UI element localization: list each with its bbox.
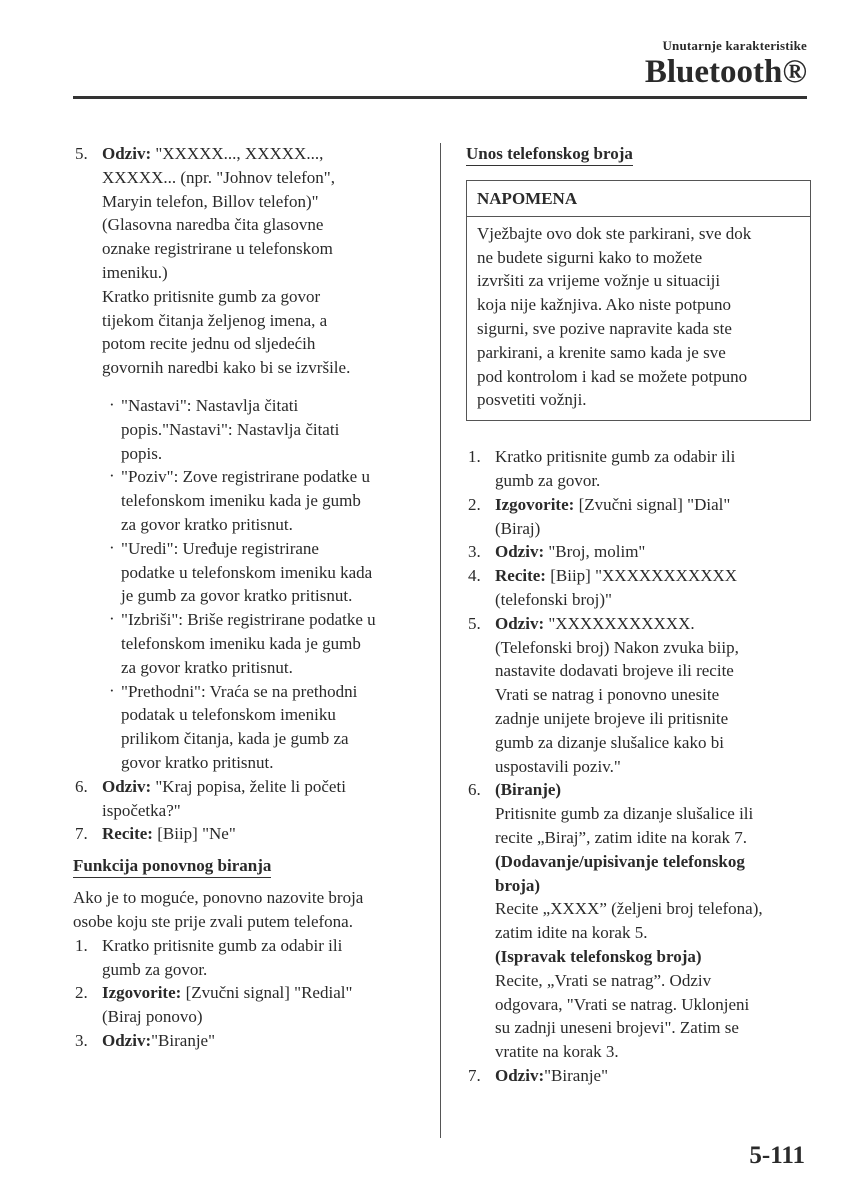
- text-line: sigurni, sve pozive napravite kada ste: [477, 318, 732, 338]
- step-label: Izgovorite:: [495, 494, 575, 514]
- bullet-item: [73, 465, 421, 536]
- text-line: Pritisnite gumb za dizanje slušalice ili: [495, 804, 754, 824]
- step-label: Odziv:: [102, 776, 152, 796]
- step-label: Odziv:: [102, 1030, 152, 1050]
- option-heading: (Biranje): [495, 780, 562, 800]
- redial-step-2: [73, 981, 421, 1029]
- step-7-say-no: [73, 822, 421, 846]
- text-line: (Biraj): [495, 518, 541, 538]
- step-label: Recite:: [495, 566, 546, 586]
- text-line: "Uredi": Uređuje registrirane: [121, 538, 319, 558]
- text-line: oznake registrirane u telefonskom: [102, 239, 333, 259]
- bullet-dot-icon: ·: [109, 680, 115, 700]
- text-line: telefonskom imeniku kada je gumb: [121, 491, 361, 511]
- text-line: "Izbriši": Briše registrirane podatke u: [121, 610, 376, 630]
- text-line: Recite „XXXX” (željeni broj telefona),: [495, 899, 763, 919]
- text-line: uspostavili poziv.": [495, 756, 621, 776]
- section-heading-redial: Funkcija ponovnog biranja: [73, 855, 271, 878]
- step-number: 3.: [468, 542, 481, 562]
- text-line: odgovara, "Vrati se natrag. Uklonjeni: [495, 994, 750, 1014]
- text-line: zatim idite na korak 5.: [495, 923, 648, 943]
- bullet-dot-icon: ·: [109, 537, 115, 557]
- dial-step-2: [466, 493, 811, 541]
- column-divider: [440, 143, 441, 1138]
- step-number: 3.: [75, 1030, 88, 1050]
- left-column: [73, 142, 421, 1053]
- text-line: Recite, „Vrati se natrag”. Odziv: [495, 970, 712, 990]
- text-line: su zadnji uneseni brojevi". Zatim se: [495, 1018, 739, 1038]
- step-number: 5.: [468, 613, 481, 633]
- right-column: [466, 142, 811, 1088]
- text-line: recite „Biraj”, zatim idite na korak 7.: [495, 827, 748, 847]
- text-line: [Biip] "XXXXXXXXXXX: [550, 566, 738, 586]
- text-line: podatak u telefonskom imeniku: [121, 705, 336, 725]
- text-line: parkirani, a krenite samo kada je sve: [477, 342, 726, 362]
- text-line: vratite na korak 3.: [495, 1042, 619, 1062]
- step-label: Odziv:: [495, 613, 545, 633]
- step-6-end-of-list: [73, 775, 421, 823]
- text-line: gumb za govor.: [495, 470, 601, 490]
- dial-step-6: [466, 778, 811, 1064]
- text-line: gumb za dizanje slušalice kako bi: [495, 732, 724, 752]
- text-line: potom recite jednu od sljedećih: [102, 334, 316, 354]
- step-number: 5.: [75, 144, 88, 163]
- text-line: "Biranje": [544, 1065, 609, 1085]
- text-line: osobe koju ste prije zvali putem telefona.: [73, 911, 353, 931]
- step-label: Odziv:: [495, 1065, 545, 1085]
- redial-intro: [73, 886, 421, 934]
- bullet-item: [73, 394, 421, 465]
- step-number: 4.: [468, 566, 481, 586]
- text-line: ne budete sigurni kako to možete: [477, 247, 703, 267]
- text-line: je gumb za govor kratko pritisnut.: [121, 586, 353, 606]
- redial-step-1: [73, 934, 421, 982]
- text-line: govornih naredbi kako bi se izvršile.: [102, 358, 351, 378]
- dial-step-5: [466, 612, 811, 779]
- step-label: Odziv:: [495, 542, 545, 562]
- bullet-dot-icon: ·: [109, 609, 115, 629]
- text-line: zadnje unijete brojeve ili pritisnite: [495, 708, 729, 728]
- text-line: [Zvučni signal] "Redial": [185, 983, 353, 1003]
- text-line: "Poziv": Zove registrirane podatke u: [121, 467, 370, 487]
- text-line: XXXXX... (npr. "Johnov telefon",: [102, 167, 335, 187]
- text-line: Maryin telefon, Billov telefon)": [102, 191, 319, 211]
- header-rule: [73, 96, 807, 99]
- text-line: "Prethodni": Vraća se na prethodni: [121, 681, 358, 701]
- text-line: imeniku.): [102, 262, 168, 282]
- step-label: Recite:: [102, 824, 153, 844]
- note-body: [467, 217, 810, 420]
- step-label: Izgovorite:: [102, 983, 182, 1003]
- bullet-dot-icon: ·: [109, 466, 115, 486]
- text-line: pod kontrolom i kad se možete potpuno: [477, 366, 748, 386]
- page-title: Bluetooth®: [644, 54, 807, 90]
- text-line: za govor kratko pritisnut.: [121, 657, 293, 677]
- page-number: 5-111: [749, 1142, 805, 1169]
- text-line: ispočetka?": [102, 800, 181, 820]
- step-number: 7.: [468, 1065, 481, 1085]
- text-line: (telefonski broj)": [495, 589, 612, 609]
- step-number: 7.: [75, 824, 88, 844]
- text-line: podatke u telefonskom imeniku kada: [121, 562, 373, 582]
- text-line: izvršiti za vrijeme vožnje u situaciji: [477, 271, 721, 291]
- note-box: [466, 180, 811, 421]
- text-line: [Biip] "Ne": [157, 824, 236, 844]
- text-line: gumb za govor.: [102, 959, 208, 979]
- step-number: 2.: [468, 494, 481, 514]
- step-5-list-names: [73, 142, 421, 380]
- text-line: (Telefonski broj) Nakon zvuka biip,: [495, 637, 739, 657]
- text-line: posvetiti vožnji.: [477, 390, 587, 410]
- option-heading: broja): [495, 875, 541, 895]
- text-line: Vježbajte ovo dok ste parkirani, sve dok: [477, 223, 752, 243]
- dial-step-3: [466, 540, 811, 564]
- dial-step-7: [466, 1064, 811, 1088]
- dial-step-1: [466, 445, 811, 493]
- text-line: Ako je to moguće, ponovno nazovite broja: [73, 888, 364, 908]
- text-line: tijekom čitanja željenog imena, a: [102, 310, 328, 330]
- text-line: nastavite dodavati brojeve ili recite: [495, 661, 734, 681]
- text-line: popis."Nastavi": Nastavlja čitati: [121, 419, 340, 439]
- text-line: "XXXXX..., XXXXX...,: [155, 144, 324, 163]
- dial-step-4: [466, 564, 811, 612]
- text-line: "XXXXXXXXXXX.: [548, 613, 695, 633]
- option-heading: (Dodavanje/upisivanje telefonskog: [495, 851, 745, 871]
- text-line: [Zvučni signal] "Dial": [578, 494, 731, 514]
- text-line: popis.: [121, 443, 163, 463]
- text-line: prilikom čitanja, kada je gumb za: [121, 729, 349, 749]
- text-line: Kratko pritisnite gumb za odabir ili: [495, 447, 736, 467]
- step-number: 2.: [75, 983, 88, 1003]
- section-heading-phone-number: Unos telefonskog broja: [466, 143, 633, 166]
- text-line: Vrati se natrag i ponovno unesite: [495, 685, 720, 705]
- step-number: 6.: [468, 780, 481, 800]
- bullet-dot-icon: ·: [109, 394, 115, 414]
- text-line: (Glasovna naredba čita glasovne: [102, 215, 324, 235]
- text-line: "Biranje": [151, 1030, 216, 1050]
- step-number: 6.: [75, 776, 88, 796]
- text-line: za govor kratko pritisnut.: [121, 514, 293, 534]
- step-number: 1.: [468, 447, 481, 467]
- bullet-item: [73, 608, 421, 679]
- text-line: koja nije kažnjiva. Ako niste potpuno: [477, 295, 732, 315]
- header-section-label: Unutarnje karakteristike: [662, 38, 807, 53]
- text-line: Kratko pritisnite gumb za odabir ili: [102, 935, 343, 955]
- text-line: "Nastavi": Nastavlja čitati: [121, 395, 299, 415]
- text-line: (Biraj ponovo): [102, 1007, 203, 1027]
- bullet-item: [73, 680, 421, 775]
- text-line: "Broj, molim": [548, 542, 646, 562]
- redial-step-3: [73, 1029, 421, 1053]
- step-label: Odziv:: [102, 144, 152, 163]
- text-line: "Kraj popisa, želite li početi: [155, 776, 346, 796]
- step-number: 1.: [75, 935, 88, 955]
- option-heading: (Ispravak telefonskog broja): [495, 946, 702, 966]
- text-line: telefonskom imeniku kada je gumb: [121, 633, 361, 653]
- note-title: NAPOMENA: [467, 181, 810, 217]
- bullet-item: [73, 537, 421, 608]
- text-line: Kratko pritisnite gumb za govor: [102, 286, 321, 306]
- text-line: govor kratko pritisnut.: [121, 752, 274, 772]
